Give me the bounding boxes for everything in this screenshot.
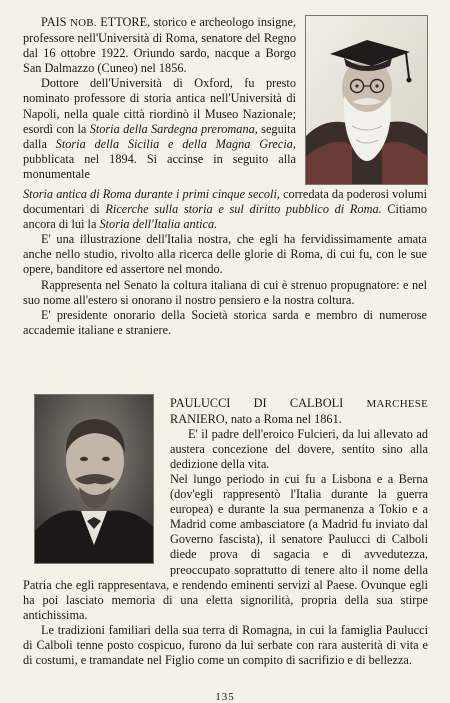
bio-pais-body (23, 187, 427, 338)
paulucci-p2: E' il padre dell'eroico Fulcieri, da lui allevato ad austera concezione del dovere, sentito sino alla dedizione della vita. (170, 427, 428, 472)
paulucci-p3: Nel lungo periodo in cui fu a Lisbona e a Berna (dov'egli rappresentò l'Italia durante la guerra europea) e durante la sua permanenza a Tokio e a Madrid come ambasciatore (a Madrid fu inviato dal Governo fascista), il senatore Paulucci di Calboli diede prova di sagacia e di avvedutezza, preoccupato soprattutto di tenere alto il nome della Patria che egli rappresentava, e rendendo eminenti servizi al Paese. Ovunque egli ha poi lasciato memoria di una eletta signorilità, propria della sua stirpe antichissima. (23, 472, 428, 622)
pais-intro-text: storico e archeologo insigne, professore nell'Università di Roma, senatore del Regno dal 16 ottobre 1922. Oriundo sardo, nacque a Borgo San Dalmazzo (Cuneo) nel 1856. (23, 15, 297, 76)
paulucci-p4: Le tradizioni familiari della sua terra di Romagna, in cui la famiglia Paulucci di Calboli tenne posto cospicuo, furono da lui serbate con rara austerità di vita e di costumi, e tramandate nel Figlio come un compito di sacrifizio e di bellezza. (23, 622, 428, 668)
pais-p2-e: Citiamo ancora di lui la (23, 202, 427, 232)
pais-work-storia-antica: Storia antica di Roma durante i primi cinque secoli, (23, 187, 280, 201)
pais-work-sicilia: Storia della Sicilia e della Magna Grecia, (55, 136, 296, 151)
pais-work-italia-antica: Storia dell'Italia antica. (99, 217, 218, 232)
portrait-pais (306, 16, 427, 184)
paulucci-title: MARCHESE (366, 398, 428, 410)
paulucci-surname: PAULUCCI DI CALBOLI (170, 396, 344, 410)
pais-p2-c: pubblicata nel 1894. Si accinse in seguito alla monumentale (23, 151, 296, 181)
paulucci-given-name: RANIERO, (170, 412, 228, 427)
pais-given-name: ETTORE, (100, 15, 151, 29)
page-number: 135 (215, 691, 235, 703)
pais-work-sardegna: Storia della Sardegna preromana, (89, 121, 258, 136)
pais-p3: E' una illustrazione dell'Italia nostra, che egli ha fervidissimamente amata anche nello studio, rivolto alla ricerca delle glorie di Roma, di cui fu, con le sue opere, banditore ed assertore nel mondo. (23, 232, 427, 277)
paulucci-intro-text: nato a Roma nel 1861. (230, 412, 342, 427)
bio-paulucci-intro (170, 396, 428, 472)
bio-pais-intro (23, 15, 296, 182)
pais-p2-b: seguita dalla (23, 121, 297, 151)
pais-p2-d: corredata da poderosi volumi documentari di (23, 187, 427, 217)
bio-paulucci-body (23, 472, 428, 668)
pais-p5: E' presidente onorario della Società storica sarda e membro di numerose accademie italiane e straniere. (23, 307, 427, 337)
pais-p4: Rappresenta nel Senato la coltura italiana di cui è strenuo propugnatore: e nel suo nome all'estero si onorano il nostro pensiero e la nostra coltura. (23, 277, 427, 307)
portrait-pais-image (306, 16, 427, 184)
pais-surname: PAIS (41, 15, 67, 29)
pais-p2-a: Dottore dell'Università di Oxford, fu presto nominato professore di storia antica nell'Università di Napoli, nella quale città riordinò il Museo Nazionale; esordì con la (23, 76, 296, 136)
pais-work-ricerche: Ricerche sulla storia e sul diritto pubblico di Roma. (105, 202, 382, 217)
pais-title: NOB. (69, 17, 97, 29)
